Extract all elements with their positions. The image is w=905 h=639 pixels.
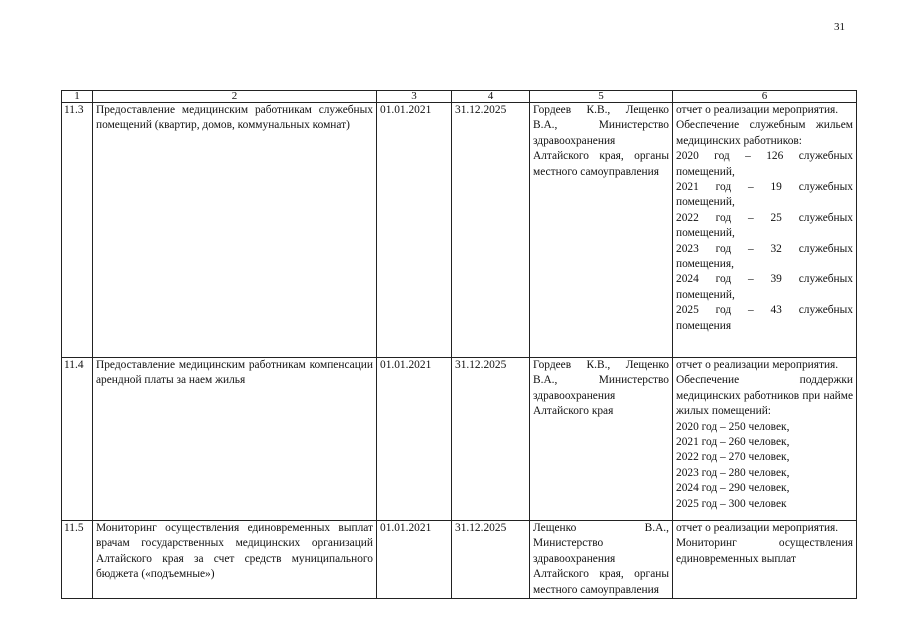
result-line: 2020 год – 126 служебных помещений,	[676, 150, 853, 178]
expected-result	[673, 103, 857, 358]
result-line: отчет о реализации мероприятия.	[676, 359, 839, 371]
measure-name: Предоставление медицинским работникам служебных помещений (квартир, домов, коммунальных комнат)	[93, 103, 377, 358]
responsible: Гордеев К.В., Лещенко В.А., Министерство здравоохранения Алтайского края, органы местного самоуправления	[530, 103, 673, 358]
result-line: 2021 год – 19 служебных помещений,	[676, 181, 853, 209]
responsible: Гордеев К.В., Лещенко В.А., Министерство здравоохранения Алтайского края	[530, 358, 673, 521]
start-date: 01.01.2021	[377, 358, 452, 521]
row-number: 11.4	[62, 358, 93, 521]
result-line: 2024 год – 290 человек,	[676, 482, 790, 495]
result-line: отчет о реализации мероприятия.	[676, 522, 839, 534]
table-row	[62, 103, 857, 358]
measures-table	[61, 90, 857, 599]
result-line: Мониторинг осуществления единовременных выплат	[676, 537, 853, 565]
measure-name: Мониторинг осуществления единовременных выплат врачам государственных медицинских организаций Алтайского края за счет средств муниципального бюджета («подъемные»)	[93, 521, 377, 599]
measure-name: Предоставление медицинским работникам компенсации арендной платы за наем жилья	[93, 358, 377, 521]
col-header-6: 6	[673, 91, 857, 103]
result-line: 2024 год – 39 служебных помещений,	[676, 273, 853, 301]
col-header-5: 5	[530, 91, 673, 103]
table-row	[62, 521, 857, 599]
result-line: 2022 год – 270 человек,	[676, 451, 790, 464]
result-line: 2025 год – 43 служебных помещения	[676, 304, 853, 332]
header-row	[62, 91, 857, 103]
end-date: 31.12.2025	[452, 358, 530, 521]
end-date: 31.12.2025	[452, 521, 530, 599]
col-header-2: 2	[93, 91, 377, 103]
row-number: 11.3	[62, 103, 93, 358]
result-line: 2023 год – 280 человек,	[676, 466, 790, 479]
result-line: Обеспечение служебным жильем медицинских работников:	[676, 119, 853, 147]
result-line: Обеспечение поддержки медицинских работников при найме жилых помещений:	[676, 374, 853, 418]
table-row	[62, 358, 857, 521]
expected-result	[673, 521, 857, 599]
col-header-3: 3	[377, 91, 452, 103]
expected-result	[673, 358, 857, 521]
result-line: 2022 год – 25 служебных помещений,	[676, 211, 853, 240]
col-header-1: 1	[62, 91, 93, 103]
row-number: 11.5	[62, 521, 93, 599]
result-line: 2023 год – 32 служебных помещения,	[676, 242, 853, 271]
result-line: 2020 год – 250 человек,	[676, 420, 790, 433]
page-number: 31	[834, 21, 845, 33]
result-line: 2021 год – 260 человек,	[676, 436, 790, 449]
start-date: 01.01.2021	[377, 103, 452, 358]
result-line: 2025 год – 300 человек	[676, 497, 787, 510]
col-header-4: 4	[452, 91, 530, 103]
responsible: Лещенко В.А., Министерство здравоохранения Алтайского края, органы местного самоуправления	[530, 521, 673, 599]
result-line: отчет о реализации мероприятия.	[676, 104, 839, 116]
start-date: 01.01.2021	[377, 521, 452, 599]
end-date: 31.12.2025	[452, 103, 530, 358]
